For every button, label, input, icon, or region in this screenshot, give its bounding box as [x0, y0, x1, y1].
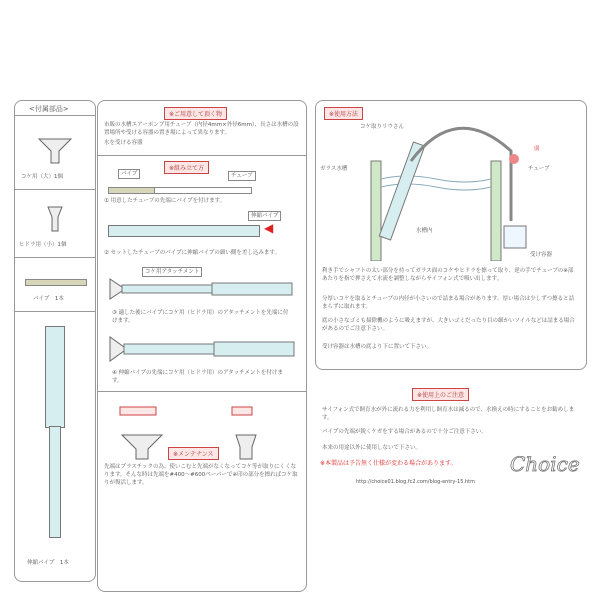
part-hydra: ヒドラ用（小）1個 [19, 242, 67, 248]
cautions-header: ※使用上のご注意 [412, 388, 469, 401]
url: http://choice01.blog.fc2.com/blog-entry-15.htm [356, 479, 475, 485]
label-tube: チューブ [228, 171, 256, 181]
caution-bullet: パイプの先端が鋭くケガをする場合があるので十分ご注意下さい。 [322, 429, 487, 435]
step-1: ① 用意したチューブの先端にパイプを付けます。 [104, 198, 226, 204]
assembly-panel [97, 100, 307, 592]
divider [15, 115, 95, 116]
divider [15, 257, 95, 258]
hydra-attachment-icon [45, 205, 65, 233]
maintenance-text: 先端はプラスチックの為、使いこむと先端がなくなってコケ等が取りにくくなります。そんな時は先端を#400〜#600ペーパーで※印の部分を擦ればコケ取りが復活します。 [104, 464, 298, 486]
assembly-header: ※組み立て方 [164, 161, 209, 174]
tube-diagram [154, 187, 252, 194]
label-moss-attachment: コケ用アタッチメント [142, 267, 202, 277]
prep-bullet: 水を受ける容器 [104, 140, 143, 146]
maintenance-header: ※メンテナンス [168, 447, 219, 460]
arrow-icon: ◀ [264, 221, 274, 235]
notice: ※本製品は予告無く仕様が変わる場合があります。 [320, 460, 457, 467]
step-2: ② セットしたチューブのパイプに伸縮パイプの細い側を差し込みます。 [104, 250, 280, 256]
parts-title: <付属部品> [29, 105, 69, 113]
label-pipe: パイプ [118, 169, 140, 179]
usage-bullet: 利き手でシャフトの太い部分を持ってガラス面のコケやヒドラを擦って取り、逆の手でチューブの※部あたりを指で押さえて水流を調整しながらサイフォン式で吸い出します。 [322, 268, 574, 282]
step2-diagram [108, 225, 260, 237]
divider [15, 311, 95, 312]
usage-bullet: 受け容器は水槽の底より下に置いて下さい。 [322, 344, 433, 350]
parts-panel [14, 100, 96, 582]
caution-bullet: サイフォン式で飼育水が外に流れる力を利用し飼育水は減るので、水換えの時にすることをお勧めします。 [322, 407, 575, 421]
step3-diagram [108, 277, 298, 301]
step4-diagram [108, 335, 298, 363]
telescopic-pipe-icon [45, 326, 65, 428]
brand-logo: Choice [510, 452, 580, 476]
step-3: ③ 適した後にパイプにコケ用（ヒドラ用）のアタッチメントを先端に付けます。 [112, 310, 289, 324]
usage-panel [315, 100, 587, 370]
divider [98, 391, 306, 392]
part-moss: コケ用（大）1個 [21, 174, 63, 180]
pipe-diagram [108, 187, 155, 194]
divider [15, 189, 95, 190]
prep-bullet: 市販の水槽エアーポンプ用チューブ（内径4mm×外径6mm）、長さは水槽の設置場所や受ける容器の置き場によって異なります。 [104, 122, 299, 136]
label-telescopic: 伸縮パイプ [248, 211, 281, 221]
label-tool: コケ取りリウさん [360, 124, 405, 130]
label-tube: チューブ [528, 166, 550, 172]
label-glass: ガラス水槽 [320, 166, 348, 172]
prep-header: ※ご用意して頂く物 [164, 107, 227, 120]
divider [98, 155, 306, 156]
part-pipe: パイプ 1本 [33, 296, 64, 302]
usage-diagram [316, 121, 586, 261]
label-container: 受け容器 [530, 252, 553, 258]
caution-bullet: 本来の用途以外に使用しないで下さい。 [322, 445, 422, 451]
pipe-icon [25, 279, 87, 286]
usage-bullet: 底の小さなゴミも掃除機のように吸えますが、大きいゴミだったり目の細かいソイルなどは詰まる場合があるのでご注意下さい。 [322, 318, 575, 332]
part-telescopic: 伸縮パイプ 1本 [27, 560, 69, 566]
moss-attachment-icon [37, 137, 73, 165]
label-mark: 弱 [534, 146, 540, 152]
usage-bullet: 分厚いコケを取るとチューブの内径が小さいので詰まる場合があります。厚い場合は少しずつ擦ると詰まらずに取れます。 [322, 296, 575, 310]
telescopic-pipe-icon [49, 426, 61, 538]
step-4: ④ 伸縮パイプの先端にコケ用（ヒドラ用）のアタッチメントを付けます。 [112, 370, 283, 384]
usage-header: ※使用方法 [324, 107, 363, 120]
label-inside: 水槽内 [416, 228, 433, 234]
